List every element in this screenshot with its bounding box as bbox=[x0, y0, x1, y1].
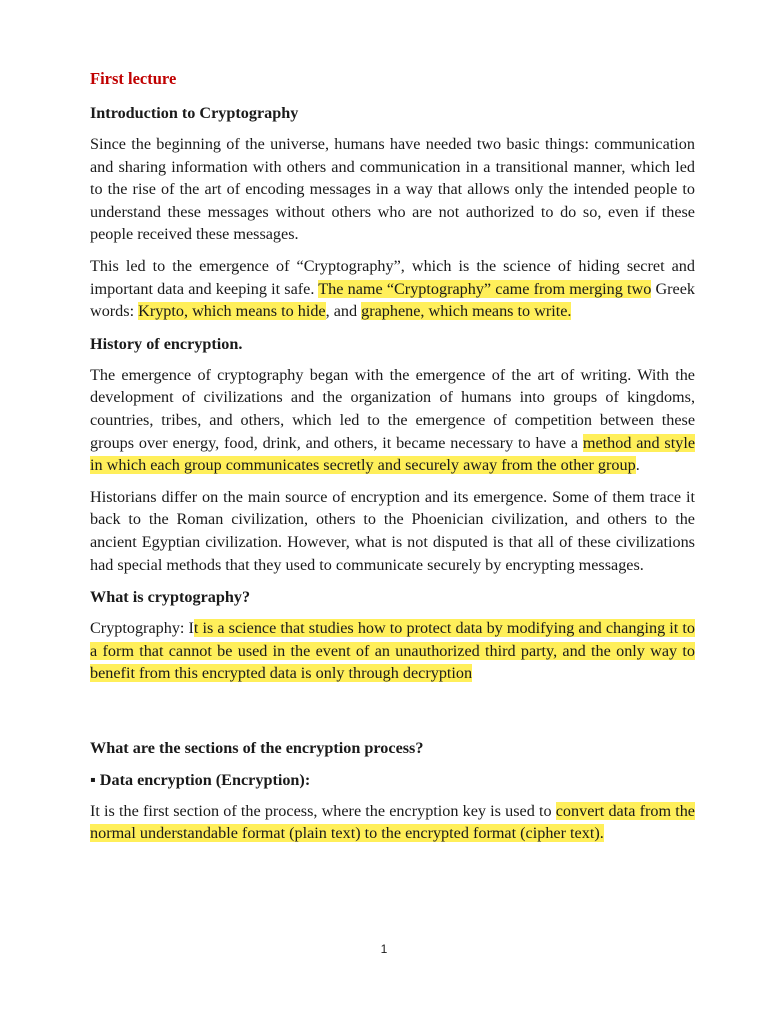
intro-paragraph: Since the beginning of the universe, humans have needed two basic things: communication and sharing information with others and communication in a transitional manner, which led to the rise of the art of encoding messages in a way that allows only the intended people to understand these messages without others who are not authorized to do so, even if these people received these messages. bbox=[90, 135, 695, 244]
paragraph-text: Greek words: bbox=[90, 279, 695, 321]
intro-heading: Introduction to Cryptography bbox=[90, 104, 299, 122]
highlighted-text: The name “Cryptography” came from merging two bbox=[318, 279, 652, 298]
page-number: 1 bbox=[380, 942, 388, 956]
lecture-title: First lecture bbox=[90, 69, 177, 88]
paragraph-text: The emergence of cryptography began with the emergence of the art of writing. With the development of civilizations and the organization of humans into groups of kingdoms, countries, tribes, and others, which led to the emergence of competition between these groups over energy, food, drink, and others, it became necessary to have a bbox=[90, 365, 695, 452]
paragraph-text: This led to the emergence of “Cryptography”, which is the science of hiding secret and important data and keeping it safe. bbox=[90, 256, 695, 298]
what-is-cryptography-heading: What is cryptography? bbox=[90, 588, 251, 607]
historians-paragraph: Historians differ on the main source of encryption and its emergence. Some of them trace it back to the Roman civilization, others to the Phoenician civilization, and others to the ancient Egyptian civilization. However, what is not disputed is that all of these civilizations had special methods that they used to communicate securely by encrypting messages. bbox=[90, 487, 695, 574]
paragraph-text: It is the first section of the process, where the encryption key is used to bbox=[90, 801, 556, 820]
highlighted-text: convert data from the normal understandable format (plain text) to the encrypted format (cipher text). bbox=[90, 801, 695, 843]
paragraph-text: Cryptography: I bbox=[90, 619, 194, 638]
history-heading: History of encryption. bbox=[90, 334, 243, 353]
paragraph-text: , and bbox=[325, 302, 362, 321]
history-paragraph bbox=[90, 364, 695, 477]
sections-heading: What are the sections of the encryption process? bbox=[90, 738, 424, 757]
spacer bbox=[90, 694, 695, 736]
highlighted-text: Krypto, which means to hide bbox=[138, 302, 326, 321]
highlighted-text: graphene, which means to write. bbox=[361, 302, 572, 321]
highlighted-text: t is a science that studies how to protect data by modifying and changing it to a form that cannot be used in the event of an unauthorized third party, and the only way to benefit from this encrypted data is only through decryption bbox=[90, 619, 695, 683]
data-encryption-heading: ▪ Data encryption (Encryption): bbox=[90, 770, 311, 789]
document-page bbox=[90, 66, 695, 854]
paragraph-text: . bbox=[635, 456, 640, 475]
cryptography-definition-paragraph bbox=[90, 255, 695, 323]
data-encryption-paragraph bbox=[90, 800, 695, 845]
what-is-cryptography-paragraph bbox=[90, 617, 695, 685]
highlighted-text: method and style in which each group communicates secretly and securely away from the other group bbox=[90, 433, 696, 475]
